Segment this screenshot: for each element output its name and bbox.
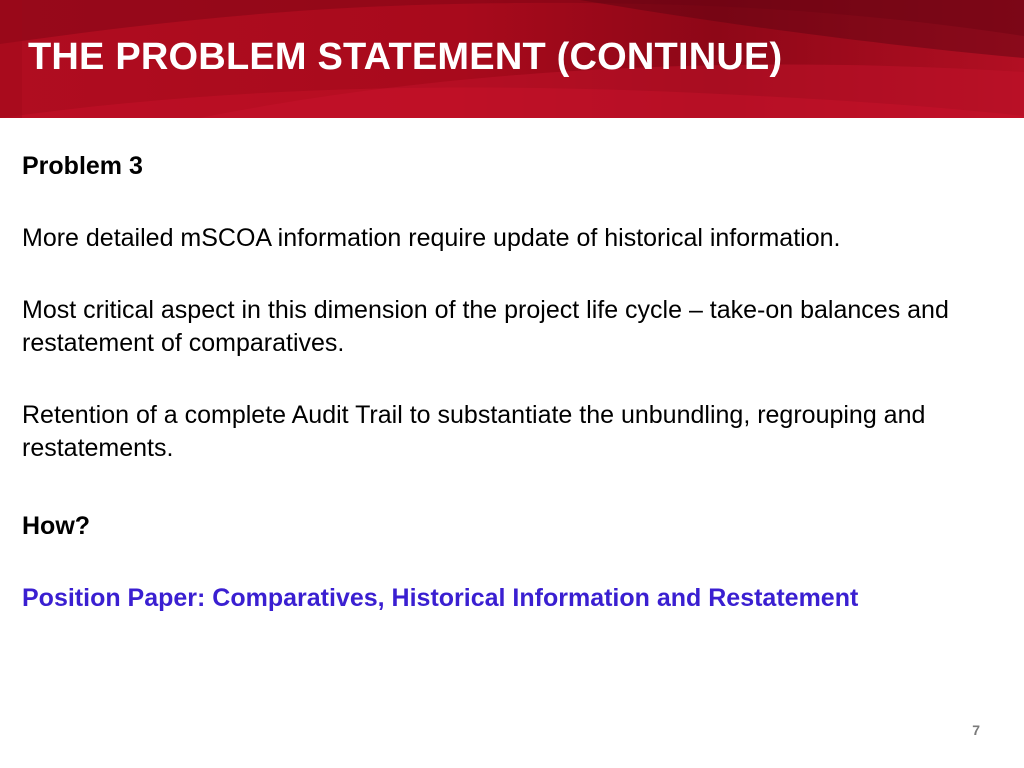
paragraph-historical-information: More detailed mSCOA information require update of historical information. — [22, 224, 841, 252]
page-number: 7 — [972, 722, 980, 738]
paragraph-critical-aspect: Most critical aspect in this dimension of the project life cycle – take-on balances and restatement of comparatives. — [22, 296, 949, 357]
slide-body — [22, 150, 982, 615]
paragraph-audit-trail: Retention of a complete Audit Trail to substantiate the unbundling, regrouping and restatements. — [22, 401, 926, 462]
slide-title: THE PROBLEM STATEMENT (CONTINUE) — [28, 36, 783, 78]
title-banner — [0, 0, 1024, 118]
position-paper-link-text: Position Paper: Comparatives, Historical Information and Restatement — [22, 584, 859, 612]
problem-heading: Problem 3 — [22, 152, 143, 180]
how-heading: How? — [22, 512, 91, 540]
